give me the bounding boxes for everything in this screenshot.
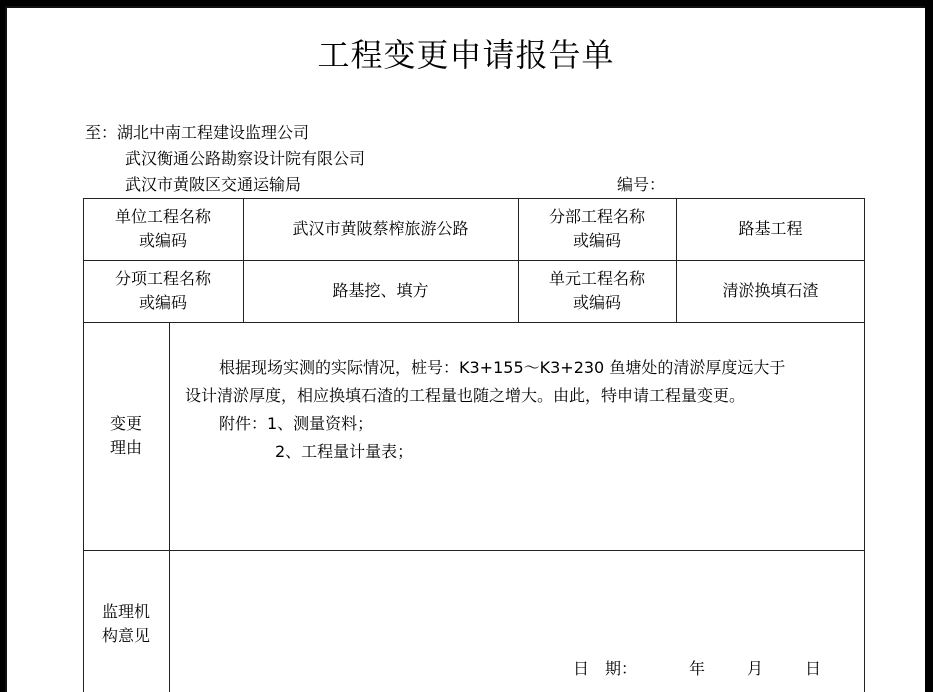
reason-label: 变更 理由 [109, 414, 142, 457]
document-page [5, 6, 925, 692]
change-request-table [83, 198, 865, 692]
number-label: 编号： [617, 175, 666, 194]
recipient-2: 武汉衡通公路勘察设计院有限公司 [125, 149, 366, 168]
recipient-1: 至：湖北中南工程建设监理公司 [85, 123, 310, 142]
subitem-label: 分项工程名称 或编码 [114, 269, 211, 312]
date-month: 月 [747, 659, 764, 678]
page-title: 工程变更申请报告单 [317, 36, 615, 74]
date-label: 日 期： [573, 659, 638, 678]
supervision-label: 监理机 构意见 [101, 602, 150, 645]
unit-project-label: 单位工程名称 或编码 [114, 207, 211, 250]
unit-project-value: 武汉市黄陂蔡榨旅游公路 [292, 219, 469, 238]
element-value: 清淤换填石渣 [722, 281, 819, 300]
element-label: 单元工程名称 或编码 [548, 269, 645, 312]
date-year: 年 [689, 659, 706, 678]
division-value: 路基工程 [738, 219, 803, 238]
recipient-3: 武汉市黄陂区交通运输局 [125, 175, 302, 194]
subitem-value: 路基挖、填方 [332, 281, 429, 300]
date-day: 日 [805, 659, 822, 678]
to-label: 至： [85, 123, 118, 142]
reason-text: 根据现场实测的实际情况，桩号：K3+155～K3+230 鱼塘处的清淤厚度远大于 设计清淤厚度，相应换填石渣的工程量也随之增大。由此，特申请工程量变更。 附件：1、测量资料； 2、工程量计量表； [185, 358, 786, 461]
division-label: 分部工程名称 或编码 [548, 207, 645, 250]
